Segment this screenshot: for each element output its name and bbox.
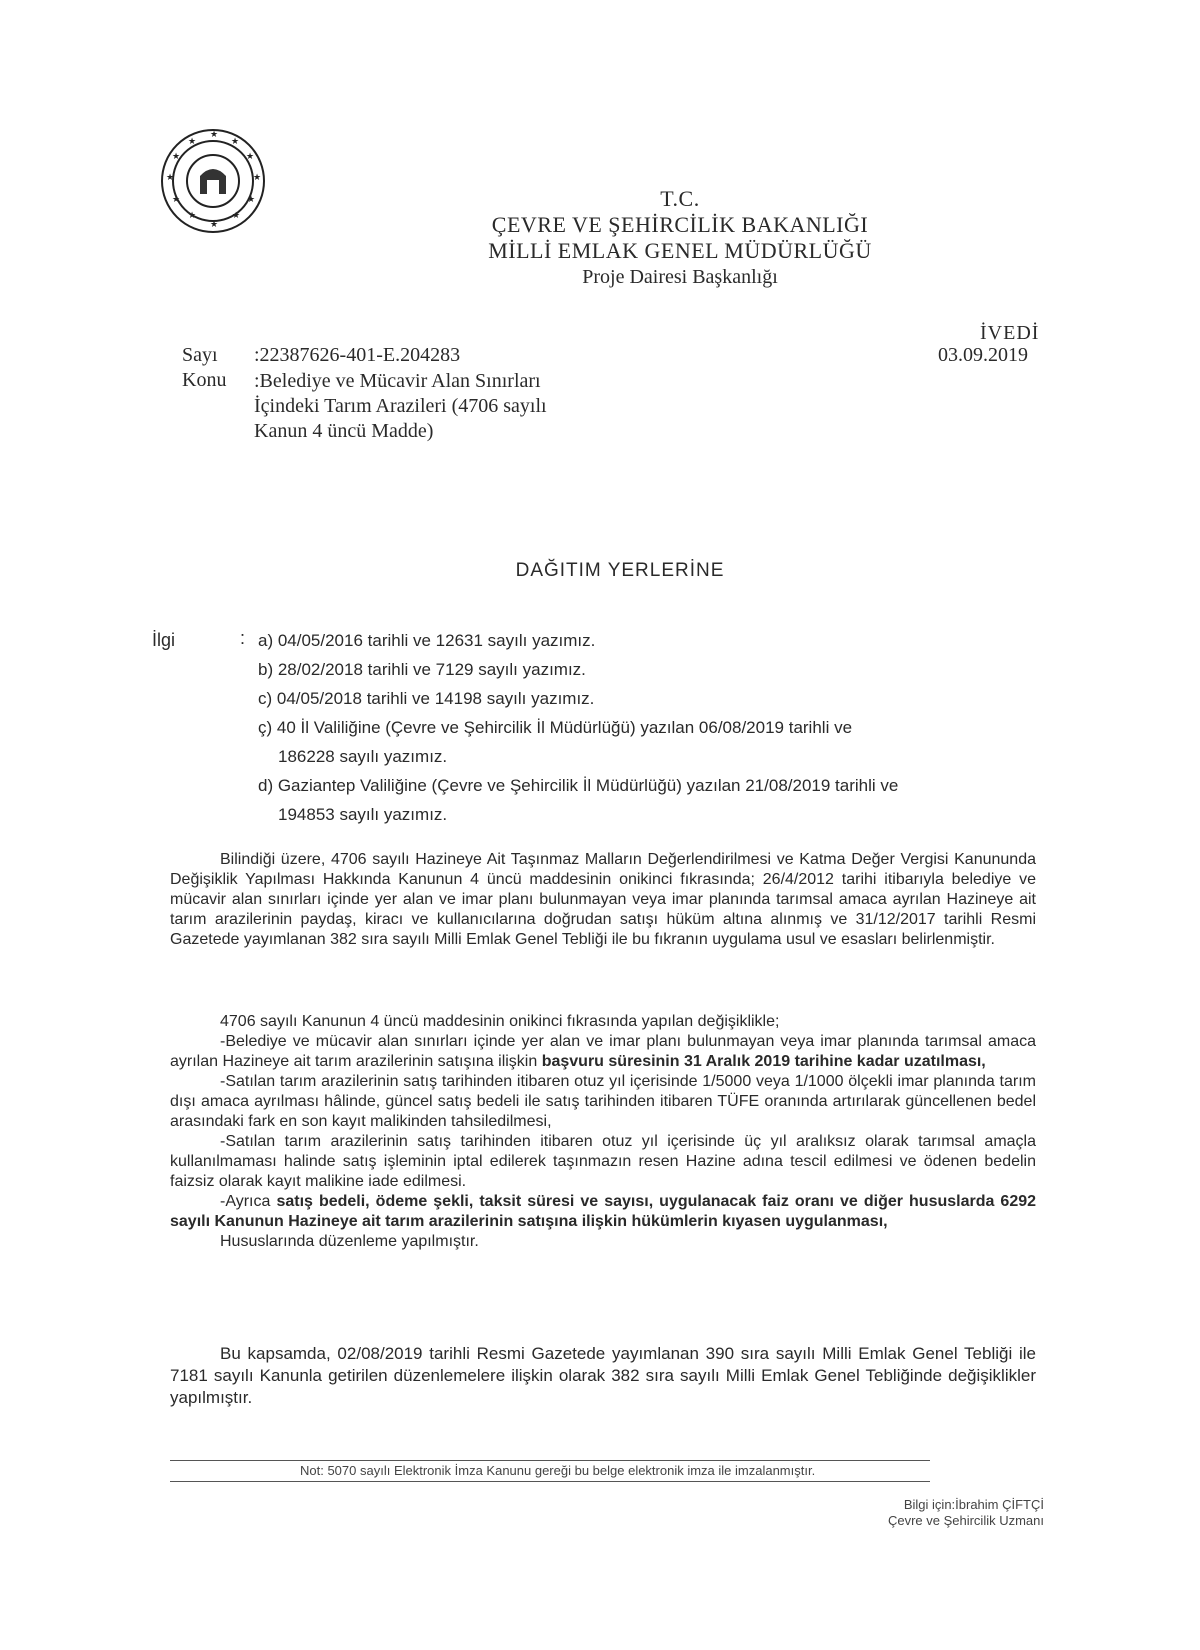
- contact-person: Bilgi için:İbrahim ÇİFTÇİ: [903, 1497, 1044, 1512]
- konu-value: [254, 369, 674, 444]
- body-paragraph-2: [170, 1012, 1036, 1252]
- ilgi-item-continuation: 186228 sayılı yazımız.: [278, 747, 448, 766]
- svg-text:★: ★: [172, 195, 181, 205]
- svg-text:★: ★: [246, 152, 255, 162]
- body-paragraph-1: Bilindiği üzere, 4706 sayılı Hazineye Ait Taşınmaz Malların Değerlendirilmesi ve Katma Değer Vergisi Kanununda Değişiklik Yapılması Hakkında Kanunun 4 üncü maddesinin onikinci fıkrasında; 26/4/2012 tarihi itibarıyla belediye ve mücavir alan sınırları içinde yer alan ve imar planı bulunmayan veya imar planında tarımsal amaca ayrılan Hazineye ait tarım arazilerinin paydaş, kiracı ve kullanıcılarına doğrudan satışı hüküm altına alınmış ve 31/12/2017 tarihli Resmi Gazetede yayımlanan 382 sıra sayılı Milli Emlak Genel Tebliği ile bu fıkranın uygulama usul ve esasları belirlenmiştir.: [170, 851, 1036, 948]
- amendment-closing: Hususlarında düzenleme yapılmıştır.: [220, 1233, 479, 1250]
- amendment-intro: 4706 sayılı Kanunun 4 üncü maddesinin onikinci fıkrasında yapılan değişiklikle;: [220, 1013, 780, 1030]
- konu-line: İçindeki Tarım Arazileri (4706 sayılı: [254, 395, 547, 417]
- footer-divider: [170, 1460, 930, 1461]
- amendment-item-1-text: -Belediye ve mücavir alan sınırları içinde yer alan ve imar planı bulunmayan veya imar planında tarımsal amaca ayrılan Hazineye ait tarım arazilerinin satışına ilişkin: [170, 1033, 1036, 1070]
- konu-label: Konu: [182, 369, 227, 391]
- ilgi-item: b) 28/02/2018 tarihli ve 7129 sayılı yazımız.: [258, 660, 586, 679]
- svg-text:★: ★: [231, 137, 240, 147]
- ilgi-label: İlgi: [152, 630, 176, 650]
- header-tc: T.C.: [660, 186, 700, 211]
- ilgi-item-continuation: 194853 sayılı yazımız.: [278, 805, 448, 824]
- amendment-item-4-bold: satış bedeli, ödeme şekli, taksit süresi ve sayısı, uygulanacak faiz oranı ve diğer hususlarda 6292 sayılı Kanunun Hazineye ait tarım arazilerinin satışına ilişkin hükümlerin kıyasen uygulanması,: [170, 1193, 1037, 1230]
- urgency-label: İVEDİ: [980, 322, 1040, 344]
- konu-line: Kanun 4 üncü Madde): [254, 420, 434, 442]
- svg-text:★: ★: [210, 130, 219, 140]
- amendment-item-3: -Satılan tarım arazilerinin satış tarihinden itibaren otuz yıl içerisinde üç yıl aralıksız olarak tarımsal amaçla kullanılmaması halinde satış işleminin iptal edilerek taşınmazın resen Hazine adına tescil edilmesi ve ödenen bedelin faizsiz olarak kayıt malikine iade edilmesi.: [170, 1133, 1036, 1190]
- ilgi-item: a) 04/05/2016 tarihli ve 12631 sayılı yazımız.: [258, 631, 596, 650]
- svg-text:★: ★: [166, 173, 175, 183]
- ilgi-item: ç) 40 İl Valiliğine (Çevre ve Şehircilik İl Müdürlüğü) yazılan 06/08/2019 tarihli ve: [258, 718, 853, 737]
- contact-info: [820, 1497, 1044, 1529]
- ilgi-item: c) 04/05/2018 tarihli ve 14198 sayılı yazımız.: [258, 689, 595, 708]
- svg-text:★: ★: [188, 137, 197, 147]
- contact-title: Çevre ve Şehircilik Uzmanı: [887, 1513, 1044, 1528]
- svg-text:★: ★: [232, 211, 241, 221]
- svg-text:★: ★: [210, 220, 219, 230]
- svg-text:★: ★: [172, 152, 181, 162]
- sayi-label: Sayı: [182, 344, 218, 366]
- amendment-item-4: [170, 1192, 1036, 1232]
- header-directorate: MİLLİ EMLAK GENEL MÜDÜRLÜĞÜ: [488, 238, 872, 263]
- amendment-item-4-text: -Ayrıca: [220, 1193, 277, 1210]
- amendment-item-1: [170, 1032, 1036, 1072]
- body-paragraph-3: Bu kapsamda, 02/08/2019 tarihli Resmi Gazetede yayımlanan 390 sıra sayılı Milli Emlak Genel Tebliği ile 7181 sayılı Kanunla getirilen düzenlemelere ilişkin olarak 382 sıra sayılı Milli Emlak Genel Tebliğinde değişiklikler yapılmıştır.: [170, 1344, 1036, 1407]
- svg-text:★: ★: [247, 195, 256, 205]
- konu-line: :Belediye ve Mücavir Alan Sınırları: [254, 370, 541, 392]
- ilgi-item: d) Gaziantep Valiliğine (Çevre ve Şehircilik İl Müdürlüğü) yazılan 21/08/2019 tarihli ve: [258, 776, 899, 795]
- amendment-item-1-bold: başvuru süresinin 31 Aralık 2019 tarihine kadar uzatılması,: [541, 1053, 986, 1070]
- svg-text:★: ★: [253, 173, 262, 183]
- recipient-heading: DAĞITIM YERLERİNE: [515, 560, 725, 581]
- amendment-item-2: -Satılan tarım arazilerinin satış tarihinden itibaren otuz yıl içerisinde 1/5000 veya 1/1000 ölçekli imar planında tarım dışı amaca ayrılması hâlinde, güncel satış bedeli ile satış tarihinden itibaren TÜFE oranında artırılarak güncellenen bedel arasındaki fark en son kayıt malikinden tahsiledilmesi,: [170, 1073, 1036, 1130]
- footer-divider-lower: [170, 1481, 930, 1482]
- ilgi-colon: :: [240, 628, 246, 648]
- ilgi-list: [258, 626, 1078, 829]
- header-ministry: ÇEVRE VE ŞEHİRCİLİK BAKANLIĞI: [491, 212, 869, 237]
- document-date: 03.09.2019: [938, 344, 1028, 366]
- e-signature-note: Not: 5070 sayılı Elektronik İmza Kanunu gereği bu belge elektronik imza ile imzalanmıştır.: [300, 1463, 816, 1478]
- svg-text:★: ★: [188, 211, 197, 221]
- header-department: Proje Dairesi Başkanlığı: [582, 266, 778, 288]
- sayi-value: :22387626-401-E.204283: [254, 344, 461, 366]
